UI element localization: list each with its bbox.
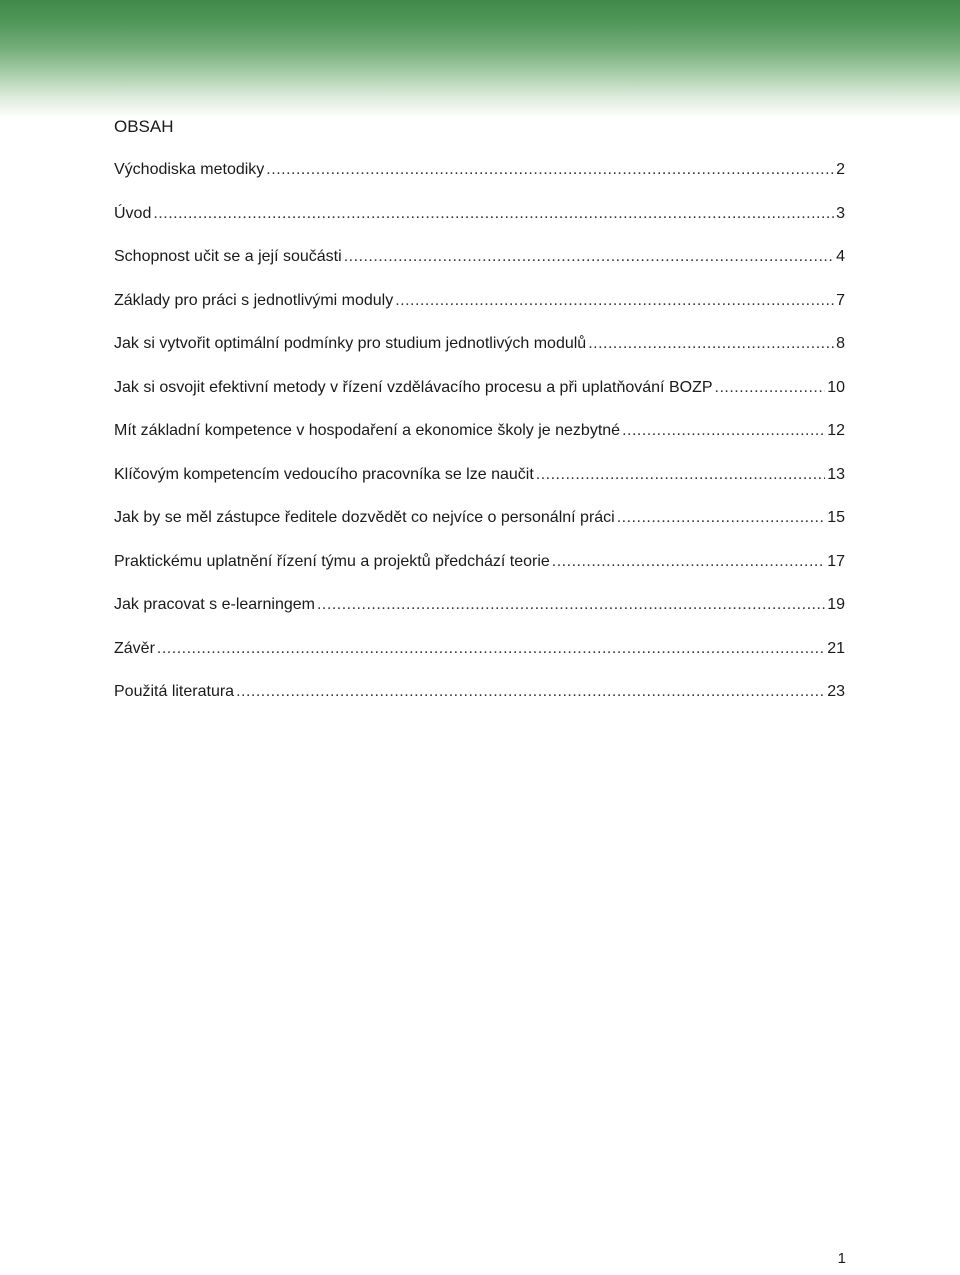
toc-entry[interactable] (114, 464, 845, 486)
toc-entry-page: 15 (827, 509, 845, 526)
toc-dot-leader (536, 464, 825, 486)
toc-entry-page: 17 (827, 552, 845, 570)
toc-entry[interactable] (114, 638, 845, 660)
toc-entry-title: Jak si osvojit efektivní metody v řízení vzdělávacího procesu a při uplatňování BOZP (114, 378, 713, 396)
toc-dot-leader (715, 377, 826, 399)
header-decoration (0, 0, 960, 118)
toc-dot-leader (236, 681, 825, 703)
toc-entry[interactable] (114, 681, 845, 703)
toc-dot-leader (395, 290, 834, 312)
toc-entry-title: Jak si vytvořit optimální podmínky pro studium jednotlivých modulů (114, 335, 587, 352)
toc-entry-page: 19 (827, 596, 845, 613)
toc-dot-leader (622, 420, 825, 442)
toc-entry[interactable] (114, 420, 845, 442)
toc-entry-title: Závěr (114, 639, 155, 657)
toc-entry-page: 10 (827, 378, 845, 396)
toc-entry-title: Základy pro práci s jednotlivými moduly (114, 291, 394, 309)
toc-dot-leader (344, 246, 834, 268)
toc-entry[interactable] (114, 203, 845, 225)
toc-heading: OBSAH (114, 117, 174, 136)
toc-dot-leader (153, 203, 834, 225)
toc-entry-title: Mít základní kompetence v hospodaření a ekonomice školy je nezbytné (114, 422, 621, 439)
toc-dot-leader (157, 638, 825, 660)
toc-list (114, 159, 845, 703)
toc-entry-title: Východiska metodiky (114, 161, 265, 178)
page-number: 1 (837, 1250, 846, 1267)
toc-entry-page: 23 (827, 683, 845, 700)
toc-entry-title: Použitá literatura (114, 683, 235, 700)
toc-entry[interactable] (114, 159, 845, 181)
toc-entry-title: Jak pracovat s e-learningem (114, 596, 315, 613)
toc-entry[interactable] (114, 290, 845, 312)
table-of-contents (114, 116, 845, 725)
toc-entry-page: 12 (827, 422, 845, 439)
toc-dot-leader (552, 551, 825, 573)
toc-entry-page: 21 (827, 639, 845, 657)
toc-entry[interactable] (114, 377, 845, 399)
toc-entry-page: 13 (827, 465, 845, 483)
toc-entry[interactable] (114, 551, 845, 573)
toc-dot-leader (588, 333, 834, 355)
toc-entry[interactable] (114, 594, 845, 616)
toc-dot-leader (317, 594, 825, 616)
toc-entry-page: 3 (836, 204, 845, 222)
toc-entry-page: 7 (836, 291, 845, 309)
toc-entry-title: Úvod (114, 204, 152, 222)
toc-entry-title: Praktickému uplatnění řízení týmu a projektů předchází teorie (114, 552, 550, 570)
toc-entry-page: 8 (836, 335, 845, 352)
toc-entry-page: 4 (836, 248, 845, 265)
toc-entry-title: Klíčovým kompetencím vedoucího pracovníka se lze naučit (114, 465, 534, 483)
toc-entry-page: 2 (836, 161, 845, 178)
toc-entry[interactable] (114, 333, 845, 355)
toc-entry-title: Schopnost učit se a její součásti (114, 248, 342, 265)
toc-entry-title: Jak by se měl zástupce ředitele dozvědět co nejvíce o personální práci (114, 509, 615, 526)
toc-dot-leader (617, 507, 825, 529)
toc-entry[interactable] (114, 507, 845, 529)
toc-dot-leader (266, 159, 834, 181)
toc-entry[interactable] (114, 246, 845, 268)
